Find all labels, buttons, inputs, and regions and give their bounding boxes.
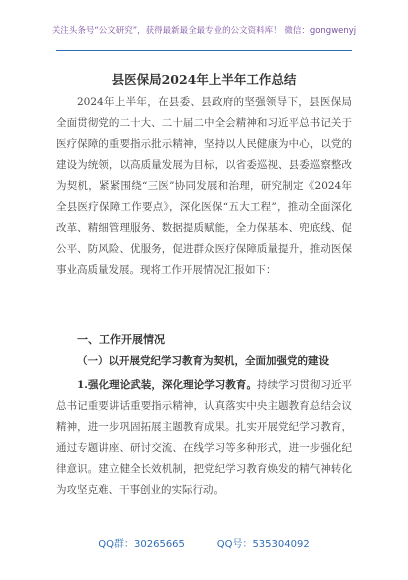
point1-body: 持续学习贯彻习近平总书记重要讲话重要指示精神，认真落实中央主题教育总结会议精神，进一步巩固拓展主题教育成果。扎实开展党纪学习教育，通过专题讲座、研讨交流、在线学习等多种形式，进一步强化纪律意识。建立健全长效机制，把党纪学习教育焕发的精气神转化为攻坚克难、干事创业的实际行动。 [56, 379, 353, 496]
document-title: 县医保局2024年上半年工作总结 [111, 72, 297, 87]
section-heading: 一、工作开展情况 [77, 333, 165, 346]
point1-paragraph [56, 375, 352, 501]
header-divider [56, 50, 352, 51]
footer-contacts [0, 535, 408, 550]
intro-paragraph: 2024年上半年，在县委、县政府的坚强领导下，县医保局全面贯彻党的二十大、二十届二中全会精神和习近平总书记关于医疗保障的重要指示批示精神，坚持以人民健康为中心，以党的建设为统领，以高质量发展为目标，以省委巡视、县委巡察整改为契机，紧紧围绕“三医”协同发展和治理，研究制定《2024年全县医疗保障工作要点》，深化医保“五大工程”，推动全面深化改革、精细管理服务、数据提质赋能，全力保基本、兜底线、促公平、防风险、优服务，促进群众医疗保障质量提升，推动医保事业高质量发展。现将工作开展情况汇报如下： [56, 96, 352, 276]
header-banner: 关注头条号“公文研究”，获得最新最全最专业的公文资料库！ 微信：gongwenyj [51, 26, 357, 36]
footer-qq-number: QQ号：535304092 [216, 539, 310, 550]
footer-qq-group: QQ群：30265665 [98, 539, 185, 550]
point1-lead: 1.强化理论武装，深化理论学习教育。 [77, 379, 258, 391]
subsection-heading: （一）以开展党纪学习教育为契机，全面加强党的建设 [77, 355, 329, 367]
